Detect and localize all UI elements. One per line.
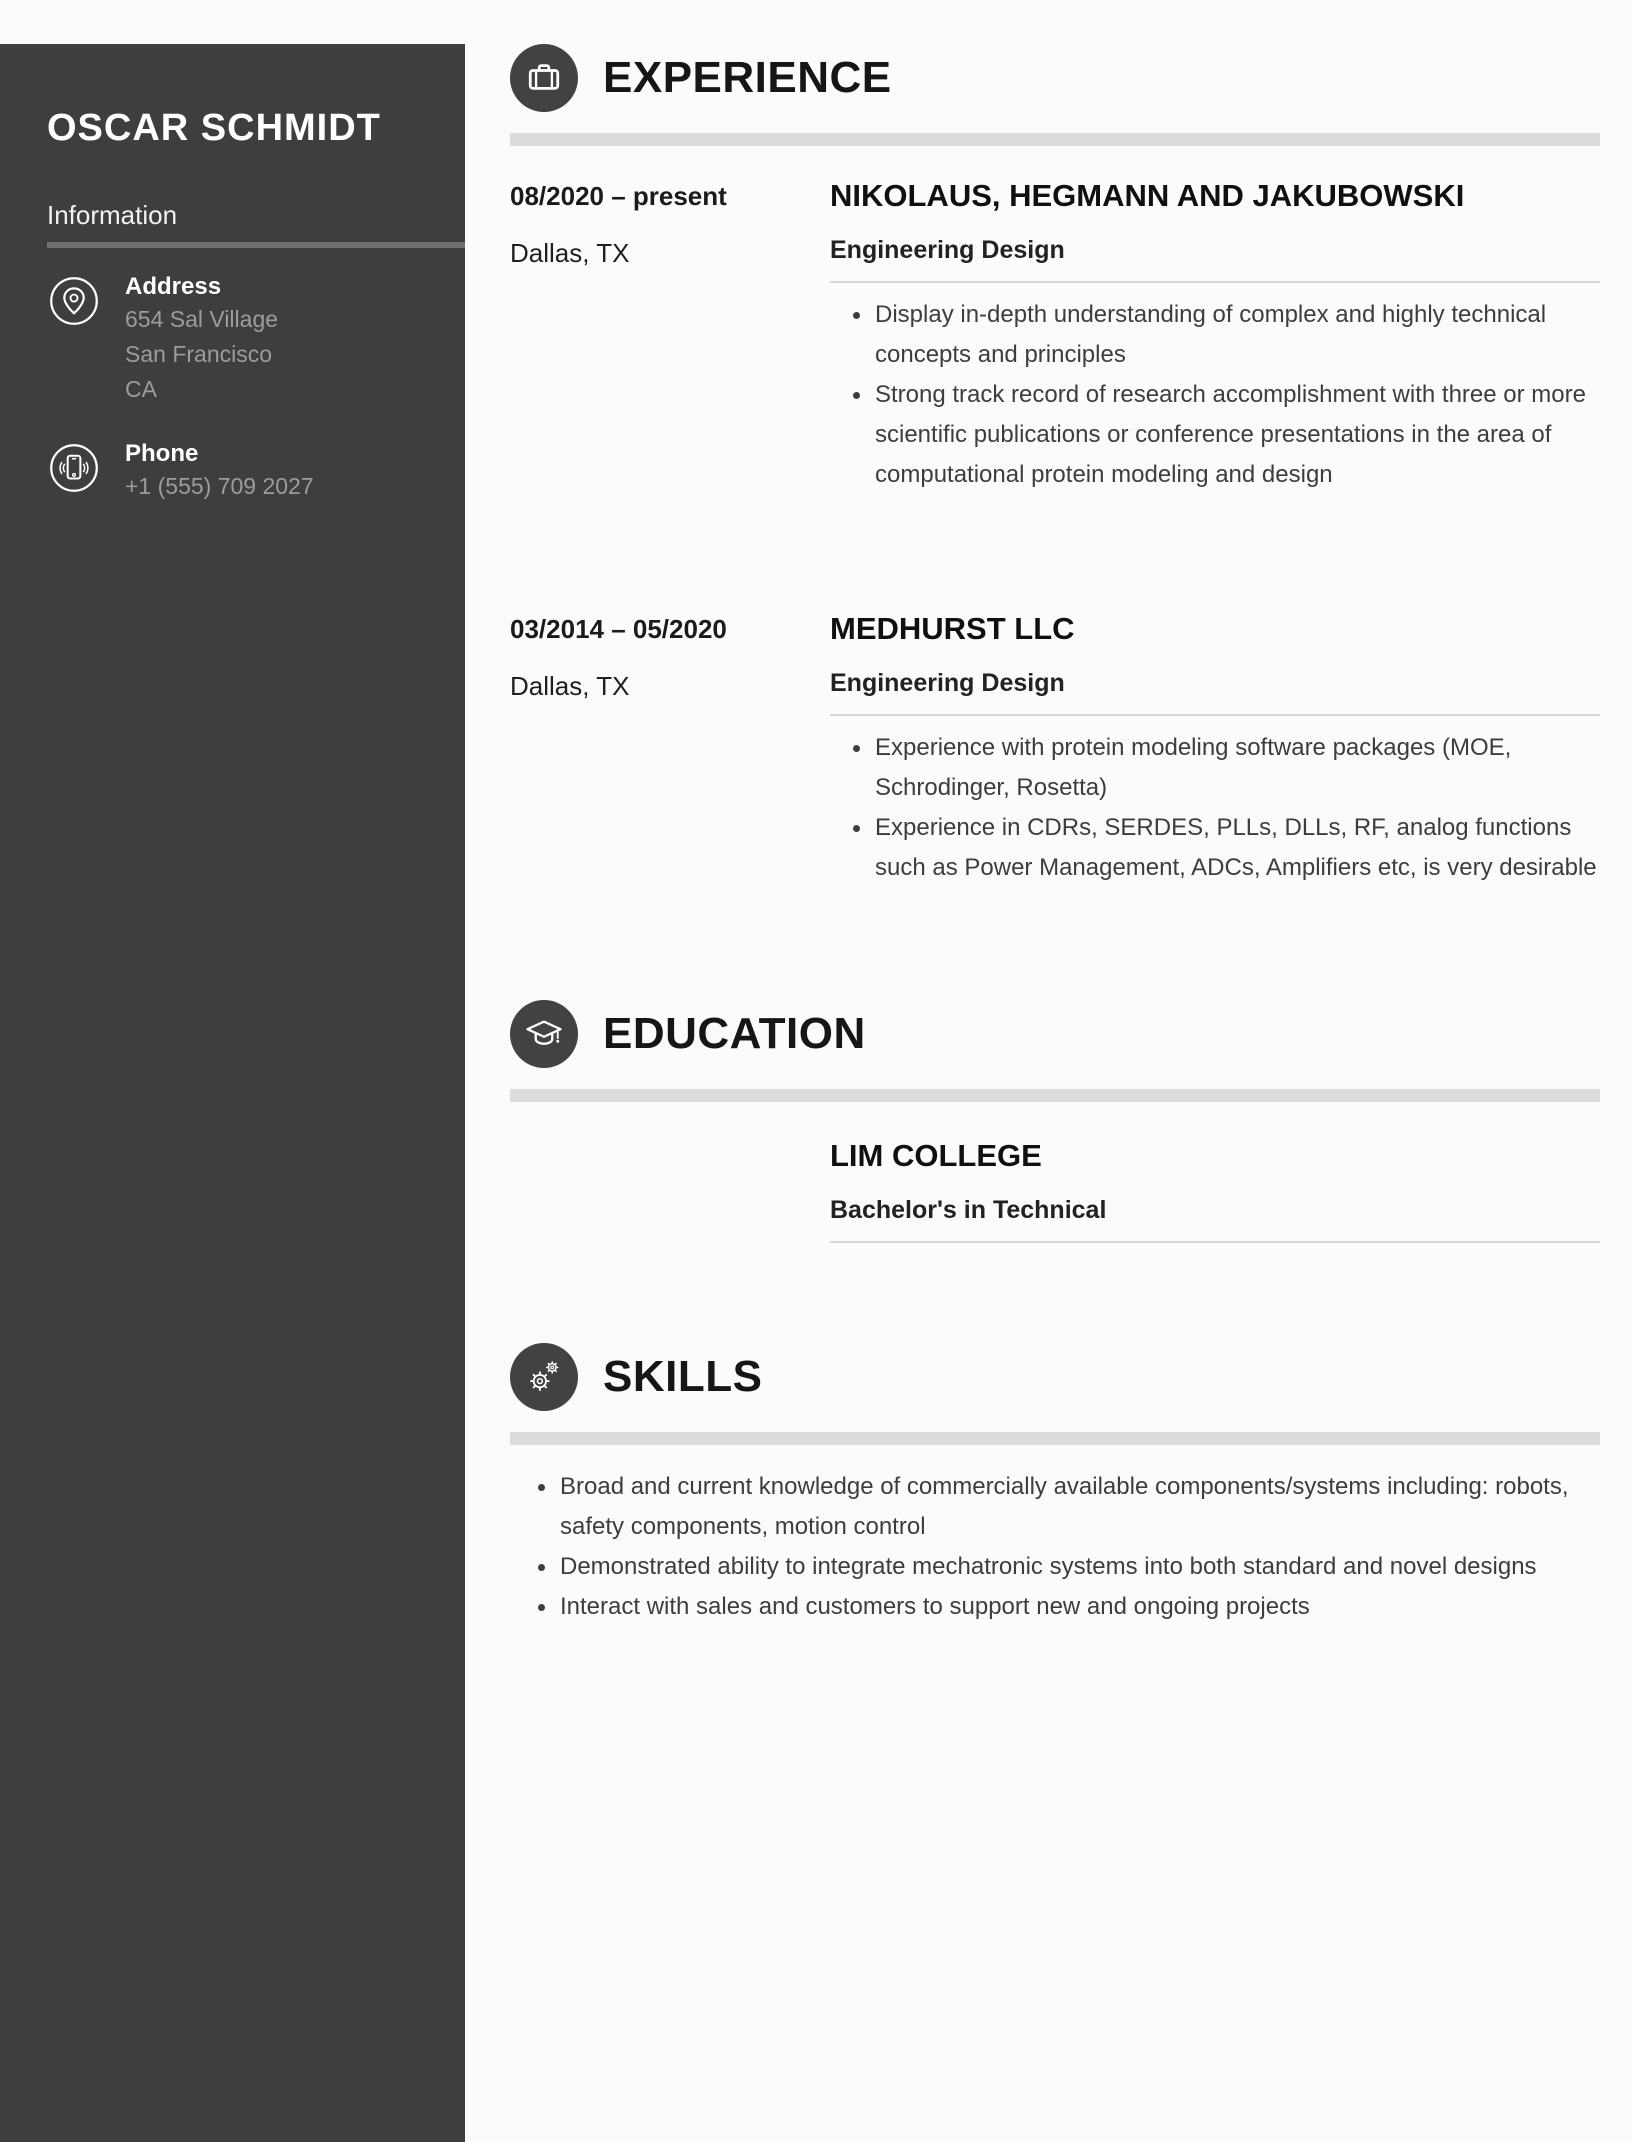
skills-heading-bar	[510, 1432, 1600, 1445]
skills-bullet-list	[538, 1467, 1600, 1627]
role-title: Engineering Design	[830, 669, 1065, 697]
company-name: MEDHURST LLC	[830, 611, 1075, 646]
company-name: NIKOLAUS, HEGMANN AND JAKUBOWSKI	[830, 178, 1465, 213]
sidebar-divider	[47, 242, 465, 248]
skills-icon-circle	[510, 1343, 578, 1411]
bullet-item: Experience in CDRs, SERDES, PLLs, DLLs, RF, analog functions such as Power Management, ADCs, Amplifiers etc, is very desirable	[853, 808, 1600, 888]
date-range: 08/2020 – present	[510, 181, 727, 211]
experience-bullet-list	[853, 295, 1600, 495]
entry-divider	[830, 714, 1600, 716]
resume-main	[465, 44, 1632, 1627]
person-name: OSCAR SCHMIDT	[47, 107, 381, 149]
education-entry	[510, 1138, 1600, 1243]
skills-section-header	[510, 1343, 1600, 1411]
experience-entry-meta	[510, 178, 830, 495]
education-section-header	[510, 1000, 1600, 1068]
experience-entry	[510, 611, 1600, 888]
phone-label: Phone	[125, 440, 199, 467]
experience-title: EXPERIENCE	[603, 53, 892, 102]
role-title: Engineering Design	[830, 236, 1065, 264]
address-line: 654 Sal Village	[125, 306, 279, 332]
phone-icon	[47, 441, 101, 495]
experience-section-header	[510, 44, 1600, 112]
location: Dallas, TX	[510, 671, 630, 701]
contact-address-text	[125, 272, 278, 407]
bullet-item: Strong track record of research accomplishment with three or more scientific publications or conference presentations in the area of computational protein modeling and design	[853, 375, 1600, 495]
address-label: Address	[125, 273, 222, 300]
experience-icon-circle	[510, 44, 578, 112]
date-range: 03/2014 – 05/2020	[510, 614, 727, 644]
experience-entry-detail	[830, 611, 1600, 888]
contact-address	[47, 272, 465, 407]
gears-icon	[522, 1355, 566, 1399]
education-title: EDUCATION	[603, 1009, 866, 1058]
bullet-item: Interact with sales and customers to support new and ongoing projects	[538, 1587, 1600, 1627]
location-pin-icon	[47, 274, 101, 328]
contact-phone-text	[125, 439, 314, 504]
information-heading: Information	[47, 200, 178, 230]
briefcase-icon	[522, 56, 566, 100]
experience-entry-detail	[830, 178, 1600, 495]
degree-title: Bachelor's in Technical	[830, 1196, 1107, 1224]
entry-divider	[830, 1241, 1600, 1243]
bullet-item: Experience with protein modeling software packages (MOE, Schrodinger, Rosetta)	[853, 728, 1600, 808]
bullet-item: Display in-depth understanding of complex and highly technical concepts and principles	[853, 295, 1600, 375]
contact-phone	[47, 439, 465, 504]
education-icon-circle	[510, 1000, 578, 1068]
bullet-item: Demonstrated ability to integrate mechatronic systems into both standard and novel designs	[538, 1547, 1600, 1587]
experience-bullet-list	[853, 728, 1600, 888]
school-name: LIM COLLEGE	[830, 1138, 1042, 1173]
experience-heading-bar	[510, 133, 1600, 146]
education-entry-detail	[830, 1138, 1600, 1243]
skills-title: SKILLS	[603, 1352, 763, 1401]
education-entry-meta	[510, 1138, 830, 1243]
bullet-item: Broad and current knowledge of commercially available components/systems including: robots, safety components, motion control	[538, 1467, 1600, 1547]
address-line: CA	[125, 376, 157, 402]
education-heading-bar	[510, 1089, 1600, 1102]
graduation-cap-icon	[522, 1012, 566, 1056]
location: Dallas, TX	[510, 238, 630, 268]
entry-divider	[830, 281, 1600, 283]
experience-entry-meta	[510, 611, 830, 888]
experience-entry	[510, 178, 1600, 495]
address-line: San Francisco	[125, 341, 273, 367]
phone-number: +1 (555) 709 2027	[125, 473, 314, 499]
sidebar	[0, 44, 465, 2142]
